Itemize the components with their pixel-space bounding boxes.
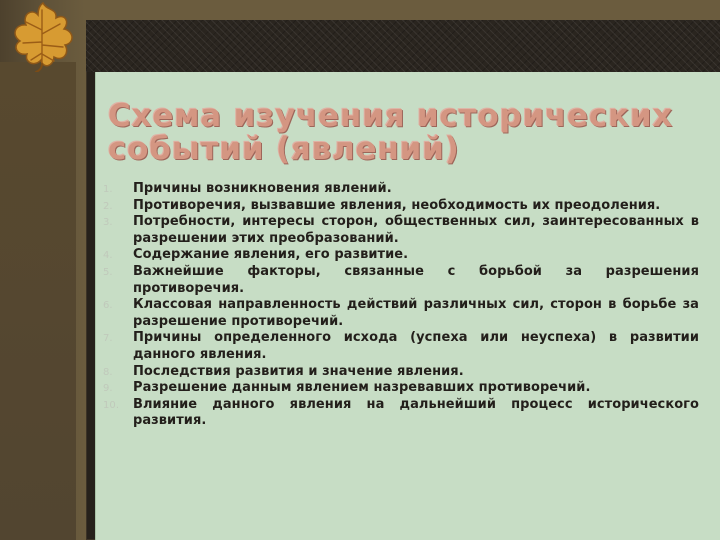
item-text: Разрешение данным явлением назревавших противоречий. xyxy=(133,380,591,396)
autumn-leaf-icon xyxy=(8,0,80,72)
list-item xyxy=(103,364,699,381)
item-number: 1. xyxy=(103,184,113,195)
item-number: 9. xyxy=(103,383,113,395)
list-item xyxy=(103,380,699,397)
item-text: Содержание явления, его развитие. xyxy=(133,247,409,263)
list-item xyxy=(103,264,699,297)
item-number: 8. xyxy=(103,366,113,378)
item-text: Противоречия, вызвавшие явления, необходимость их преодоления. xyxy=(133,197,661,213)
item-text: Влияние данного явления на дальнейший процесс исторического развития. xyxy=(133,396,699,429)
item-text: Классовая направленность действий различных сил, сторон в борьбе за разрешение противоречий. xyxy=(133,297,699,329)
top-textured-strip xyxy=(86,20,720,72)
item-number: 10. xyxy=(103,399,120,411)
item-number: 4. xyxy=(103,250,113,262)
item-number: 7. xyxy=(103,333,113,345)
title-line-2: событий (явлений) xyxy=(108,130,460,167)
list-item xyxy=(103,330,699,363)
item-number: 6. xyxy=(103,300,113,312)
left-border-band xyxy=(0,62,76,540)
item-text: Последствия развития и значение явления. xyxy=(133,363,464,379)
list-item xyxy=(103,198,699,215)
list-item xyxy=(103,297,699,330)
item-text: Важнейшие факторы, связанные с борьбой за разрешения противоречия. xyxy=(133,263,699,296)
list-item xyxy=(103,397,699,430)
slide-title xyxy=(108,97,688,167)
study-scheme-list xyxy=(103,181,699,430)
list-item xyxy=(103,247,699,264)
list-item xyxy=(103,214,699,247)
item-text: Потребности, интересы сторон, общественных сил, заинтересованных в разрешении этих преобразований. xyxy=(133,214,699,246)
item-number: 5. xyxy=(103,266,113,278)
title-line-1: Схема изучения исторических xyxy=(108,97,674,134)
list-item xyxy=(103,181,699,198)
item-number: 3. xyxy=(103,217,113,229)
item-text: Причины возникновения явлений. xyxy=(133,181,392,196)
item-number: 2. xyxy=(103,200,113,212)
item-text: Причины определенного исхода (успеха или неуспеха) в развитии данного явления. xyxy=(133,330,699,362)
